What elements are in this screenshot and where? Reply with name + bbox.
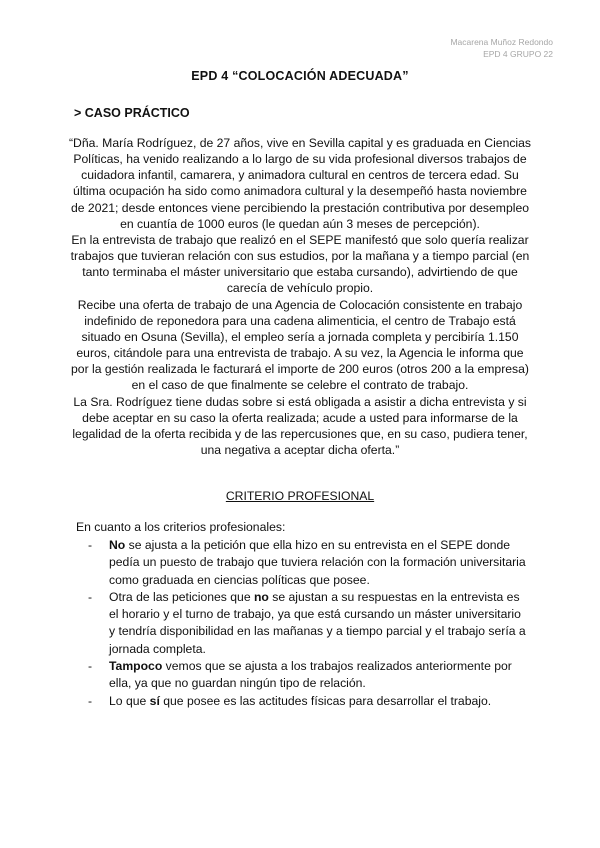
group-label: EPD 4 GRUPO 22 — [483, 49, 553, 59]
case-paragraph: “Dña. María Rodríguez, de 27 años, vive en Sevilla capital y es graduada en Ciencias Políticas, ha venido realizando a lo largo de su vida profesional diversos trabajos de cuidadora infantil, camarera, y animadora cultural en centros de tercera edad. Su última ocupación ha sido como animadora cultural y la desempeñó hasta noviembre de 2021; desde entonces viene percibiendo la prestación contributiva por desempleo en cuantía de 1000 euros (le quedan aún 3 meses de percepción). — [68, 136, 532, 231]
criteria-item-text: se ajusta a la petición que ella hizo en su entrevista en el SEPE donde pedía un puesto de trabajo que tuviera relación con la formación universitaria como graduada en ciencias políticas que posee. — [109, 538, 526, 587]
page-header — [450, 36, 553, 60]
bold-word: Tampoco — [109, 659, 163, 674]
bold-word: No — [109, 538, 126, 552]
criteria-item-text: vemos que se ajusta a los trabajos realizados anteriormente por ella, ya que no guardan ningún tipo de relación. — [109, 659, 512, 691]
bold-word: no — [253, 589, 269, 604]
case-text — [68, 135, 532, 458]
criteria-item — [88, 589, 528, 658]
criteria-item-text: Otra de las peticiones que — [109, 589, 254, 604]
bullet-dash: - — [88, 693, 93, 708]
bullet-dash: - — [88, 538, 93, 552]
bullet-dash: - — [88, 589, 93, 604]
criteria-item-text: Lo que — [109, 693, 150, 708]
criteria-intro: En cuanto a los criterios profesionales: — [76, 520, 286, 534]
criteria-item-text: se ajustan a su respuestas en la entrevista es el horario y el turno de trabajo, ya que está cursando un máster universitario y tendría disponibilidad en las mañanas y a tiempo parcial y el trabajo sería a jornada completa. — [109, 589, 526, 656]
criteria-item-text: que posee es las actitudes físicas para desarrollar el trabajo. — [159, 693, 492, 708]
criteria-heading: CRITERIO PROFESIONAL — [225, 489, 375, 503]
bullet-dash: - — [88, 659, 93, 674]
criteria-list — [88, 537, 528, 710]
case-paragraph: En la entrevista de trabajo que realizó en el SEPE manifestó que solo quería realizar trabajos que tuvieran relación con sus estudios, por la mañana y a tiempo parcial (en tanto terminaba el máster universitario que estaba cursando), advirtiendo de que carecía de vehículo propio. — [70, 232, 530, 296]
author-name: Macarena Muñoz Redondo — [450, 37, 553, 47]
criteria-item — [88, 537, 528, 589]
case-paragraph: La Sra. Rodríguez tiene dudas sobre si está obligada a asistir a dicha entrevista y si debe aceptar en su caso la oferta realizada; acude a usted para informarse de la legalidad de la oferta recibida y de las repercusiones que, en su caso, pudiera tener, una negativa a aceptar dicha oferta.” — [72, 394, 528, 457]
document-title: EPD 4 “COLOCACIÓN ADECUADA” — [191, 69, 409, 83]
case-section-label: > CASO PRÁCTICO — [74, 106, 190, 120]
criteria-item — [88, 693, 528, 710]
criteria-item — [88, 658, 528, 693]
case-paragraph: Recibe una oferta de trabajo de una Agencia de Colocación consistente en trabajo indefinido de reponedora para una cadena alimenticia, el centro de Trabajo está situado en Osuna (Sevilla), el empleo sería a jornada completa y percibiría 1.150 euros, citándole para una entrevista de trabajo. A su vez, la Agencia le informa que por la gestión realizada le facturará el importe de 200 euros (otros 200 a la empresa) en el caso de que finalmente se celebre el contrato de trabajo. — [71, 297, 529, 393]
bold-word: sí — [149, 693, 160, 708]
